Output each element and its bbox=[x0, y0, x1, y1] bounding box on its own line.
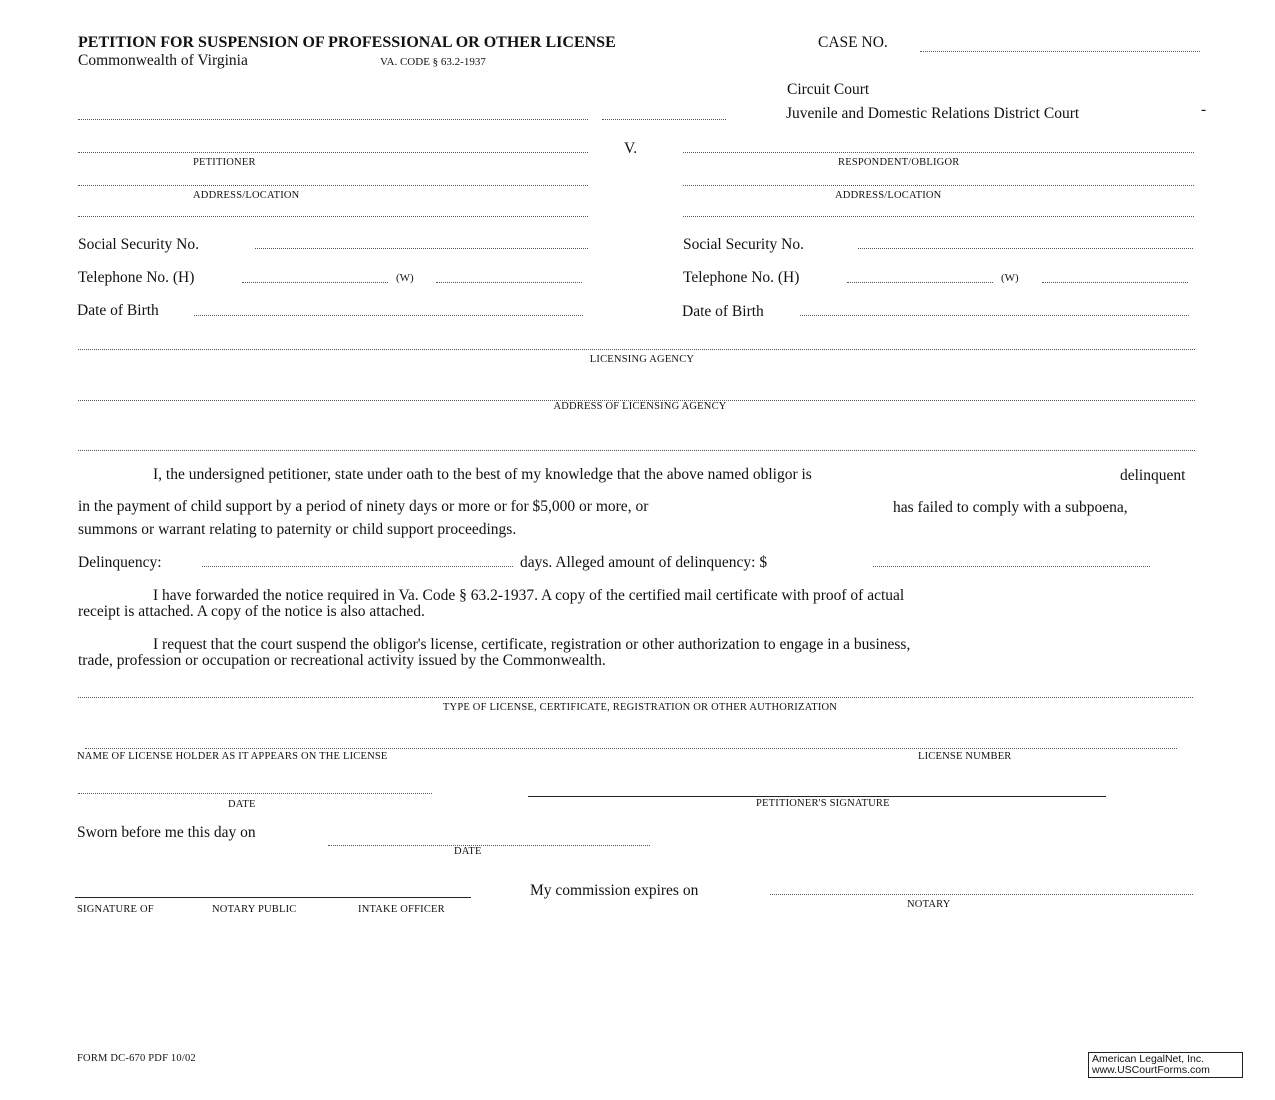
form-title: PETITION FOR SUSPENSION OF PROFESSIONAL OR OTHER LICENSE bbox=[78, 34, 616, 51]
form-number: FORM DC-670 PDF 10/02 bbox=[77, 1053, 196, 1064]
license-number-label: LICENSE NUMBER bbox=[918, 751, 1012, 762]
publisher-name: American LegalNet, Inc. bbox=[1092, 1053, 1205, 1065]
sworn-label: Sworn before me this day on bbox=[77, 824, 256, 841]
respondent-ssn-label: Social Security No. bbox=[683, 236, 804, 253]
circuit-court-label: Circuit Court bbox=[787, 81, 870, 98]
agency-address2-field[interactable] bbox=[78, 450, 1195, 451]
failed-to-comply-option: has failed to comply with a subpoena, bbox=[893, 499, 1128, 516]
publisher-url: www.USCourtForms.com bbox=[1092, 1064, 1210, 1076]
state-label: Commonwealth of Virginia bbox=[78, 52, 248, 69]
petitioner-address2-field[interactable] bbox=[78, 216, 588, 217]
commission-date-field[interactable] bbox=[770, 894, 1193, 895]
respondent-ssn-field[interactable] bbox=[858, 248, 1193, 249]
paragraph-1-line-1: I, the undersigned petitioner, state under oath to the best of my knowledge that the above named obligor is bbox=[153, 466, 812, 483]
date-label: DATE bbox=[228, 799, 256, 810]
paragraph-3-line-2: trade, profession or occupation or recreational activity issued by the Commonwealth. bbox=[78, 652, 606, 669]
case-no-field[interactable] bbox=[920, 51, 1200, 52]
court-name-field[interactable] bbox=[78, 119, 588, 120]
notary-public-option: NOTARY PUBLIC bbox=[212, 904, 297, 915]
agency-address-label: ADDRESS OF LICENSING AGENCY bbox=[553, 401, 727, 412]
petitioner-signature-label: PETITIONER'S SIGNATURE bbox=[756, 798, 890, 809]
respondent-work-phone-field[interactable] bbox=[1042, 282, 1188, 283]
petitioner-work-phone-field[interactable] bbox=[436, 282, 582, 283]
respondent-label: RESPONDENT/OBLIGOR bbox=[838, 157, 960, 168]
court-city-field[interactable] bbox=[602, 119, 726, 120]
amount-label: days. Alleged amount of delinquency: $ bbox=[520, 554, 768, 571]
paragraph-1-line-2: in the payment of child support by a period of ninety days or more or for $5,000 or more, or bbox=[78, 498, 649, 515]
intake-officer-option: INTAKE OFFICER bbox=[358, 904, 445, 915]
delinquency-days-field[interactable] bbox=[202, 566, 513, 567]
petitioner-signature-line[interactable] bbox=[528, 796, 1106, 797]
date-field[interactable] bbox=[78, 793, 432, 794]
petitioner-dob-field[interactable] bbox=[194, 315, 583, 316]
respondent-home-phone-field[interactable] bbox=[847, 282, 993, 283]
paragraph-3-line-1: I request that the court suspend the obligor's license, certificate, registration or other authorization to engage in a business, bbox=[153, 636, 911, 653]
petitioner-address-field[interactable] bbox=[78, 185, 588, 186]
licensing-agency-field[interactable] bbox=[78, 349, 1195, 350]
license-holder-label: NAME OF LICENSE HOLDER AS IT APPEARS ON THE LICENSE bbox=[77, 751, 388, 762]
petitioner-label: PETITIONER bbox=[193, 157, 256, 168]
paragraph-2-line-1: I have forwarded the notice required in Va. Code § 63.2-1937. A copy of the certified mail certificate with proof of actual bbox=[153, 587, 905, 604]
officer-signature-line[interactable] bbox=[75, 897, 471, 898]
petitioner-dob-label: Date of Birth bbox=[77, 302, 159, 319]
respondent-dob-label: Date of Birth bbox=[682, 303, 764, 320]
respondent-address2-field[interactable] bbox=[683, 216, 1194, 217]
petitioner-work-label: (W) bbox=[396, 272, 414, 284]
respondent-tel-label: Telephone No. (H) bbox=[683, 269, 800, 286]
petitioner-field[interactable] bbox=[78, 152, 588, 153]
paragraph-2-line-2: receipt is attached. A copy of the notice is also attached. bbox=[78, 603, 425, 620]
petitioner-address-label: ADDRESS/LOCATION bbox=[193, 190, 300, 201]
publisher-box bbox=[1088, 1052, 1243, 1078]
signature-of-label: SIGNATURE OF bbox=[77, 904, 154, 915]
sworn-date-field[interactable] bbox=[328, 845, 650, 846]
delinquency-amount-field[interactable] bbox=[873, 566, 1150, 567]
petitioner-ssn-field[interactable] bbox=[255, 248, 588, 249]
delinquent-option: delinquent bbox=[1120, 467, 1186, 484]
license-type-label: TYPE OF LICENSE, CERTIFICATE, REGISTRATION OR OTHER AUTHORIZATION bbox=[442, 702, 838, 713]
petitioner-tel-label: Telephone No. (H) bbox=[78, 269, 195, 286]
notary-label: NOTARY bbox=[907, 899, 951, 910]
respondent-work-label: (W) bbox=[1001, 272, 1019, 284]
delinquency-label: Delinquency: bbox=[78, 554, 162, 571]
respondent-address-field[interactable] bbox=[683, 185, 1194, 186]
versus-label: V. bbox=[624, 140, 638, 157]
license-holder-field[interactable] bbox=[85, 748, 1177, 749]
respondent-field[interactable] bbox=[683, 152, 1194, 153]
commission-label: My commission expires on bbox=[530, 882, 699, 899]
case-no-label: CASE NO. bbox=[818, 34, 888, 51]
respondent-dob-field[interactable] bbox=[800, 315, 1189, 316]
license-type-field[interactable] bbox=[78, 697, 1193, 698]
paragraph-1-line-3: summons or warrant relating to paternity or child support proceedings. bbox=[78, 521, 517, 538]
petitioner-home-phone-field[interactable] bbox=[242, 282, 388, 283]
licensing-agency-label: LICENSING AGENCY bbox=[589, 354, 695, 365]
respondent-address-label: ADDRESS/LOCATION bbox=[835, 190, 942, 201]
sworn-date-label: DATE bbox=[454, 846, 482, 857]
code-label: VA. CODE § 63.2-1937 bbox=[380, 56, 486, 68]
petitioner-ssn-label: Social Security No. bbox=[78, 236, 199, 253]
jdr-court-label: Juvenile and Domestic Relations District Court bbox=[786, 105, 1080, 122]
dash: - bbox=[1201, 101, 1207, 118]
